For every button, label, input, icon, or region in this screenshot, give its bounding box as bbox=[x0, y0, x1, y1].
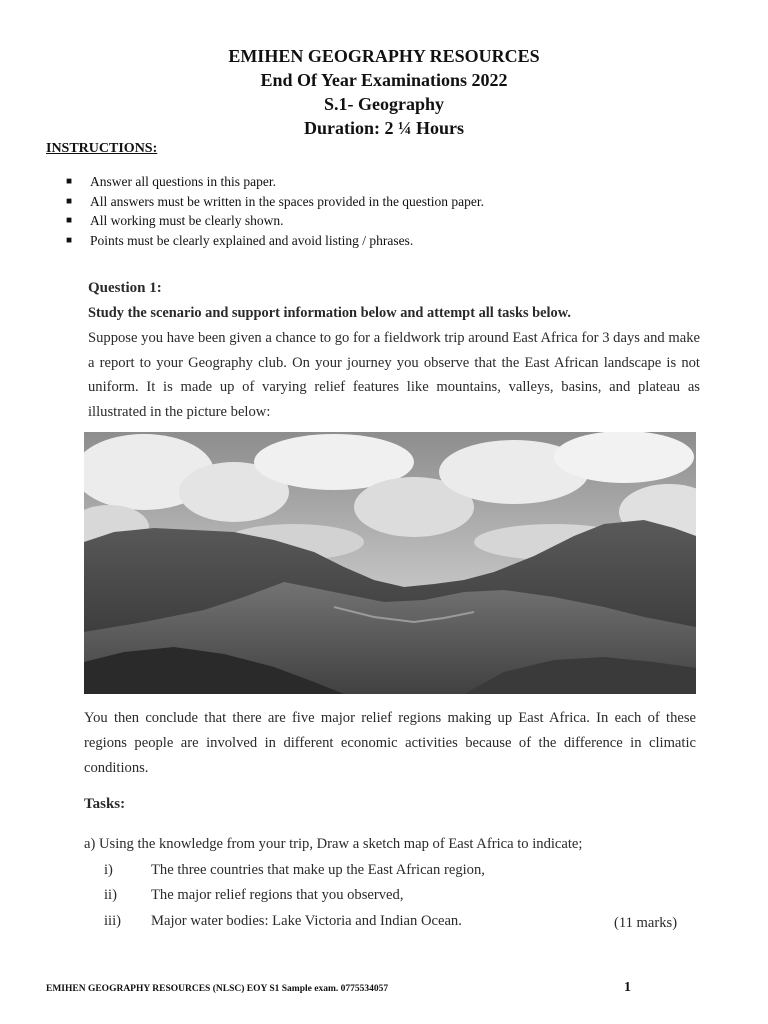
bullet-icon: ■ bbox=[66, 215, 73, 226]
question-subtitle: Study the scenario and support information below and attempt all tasks below. bbox=[88, 305, 571, 321]
task-sub-text: The three countries that make up the East African region, bbox=[151, 862, 485, 878]
task-sub-num: ii) bbox=[104, 887, 117, 903]
instruction-item: ■ All answers must be written in the spaces provided in the question paper. bbox=[62, 192, 484, 212]
exam-header bbox=[0, 44, 768, 140]
task-sub-num: i) bbox=[104, 862, 113, 878]
scenario-text: Suppose you have been given a chance to go for a fieldwork trip around East Africa for 3 days and make a report to your Geography club. On your journey you observe that the East African landscape is not uniform. It is made up of varying relief features like mountains, valleys, basins, and plateau as illustrated in the picture below: bbox=[88, 330, 700, 420]
instruction-item: ■ Answer all questions in this paper. bbox=[62, 172, 484, 192]
school-name: EMIHEN GEOGRAPHY RESOURCES bbox=[228, 46, 540, 66]
instructions-list bbox=[62, 172, 484, 250]
task-sub-num: iii) bbox=[104, 913, 122, 929]
conclusion-text: You then conclude that there are five major relief regions making up East Africa. In each of these regions people are involved in different economic activities because of the difference in climatic conditions. bbox=[84, 710, 696, 776]
marks-label: (11 marks) bbox=[614, 915, 678, 931]
instruction-item: ■ All working must be clearly shown. bbox=[62, 211, 484, 231]
task-sub-text: The major relief regions that you observed, bbox=[151, 887, 404, 903]
class-subject: S.1- Geography bbox=[323, 94, 444, 114]
page-number: 1 bbox=[624, 980, 631, 995]
bullet-icon: ■ bbox=[66, 234, 73, 246]
question-title: Question 1: bbox=[88, 280, 162, 296]
question-block bbox=[88, 280, 700, 424]
landscape-photo bbox=[84, 432, 696, 694]
instructions-heading: INSTRUCTIONS: bbox=[46, 141, 158, 156]
task-sub-text: Major water bodies: Lake Victoria and Indian Ocean. bbox=[151, 913, 462, 929]
tasks-heading: Tasks: bbox=[84, 796, 126, 812]
bullet-icon: ■ bbox=[66, 176, 73, 187]
exam-name: End Of Year Examinations 2022 bbox=[260, 70, 508, 90]
footer-text: EMIHEN GEOGRAPHY RESOURCES (NLSC) EOY S1 Sample exam. 0775534057 bbox=[46, 984, 389, 994]
duration: Duration: 2 ¼ Hours bbox=[303, 118, 464, 138]
instruction-item: ■ Points must be clearly explained and avoid listing / phrases. bbox=[62, 231, 484, 251]
bullet-icon: ■ bbox=[66, 195, 73, 207]
task-a-text: a) Using the knowledge from your trip, Draw a sketch map of East Africa to indicate; bbox=[84, 836, 583, 852]
